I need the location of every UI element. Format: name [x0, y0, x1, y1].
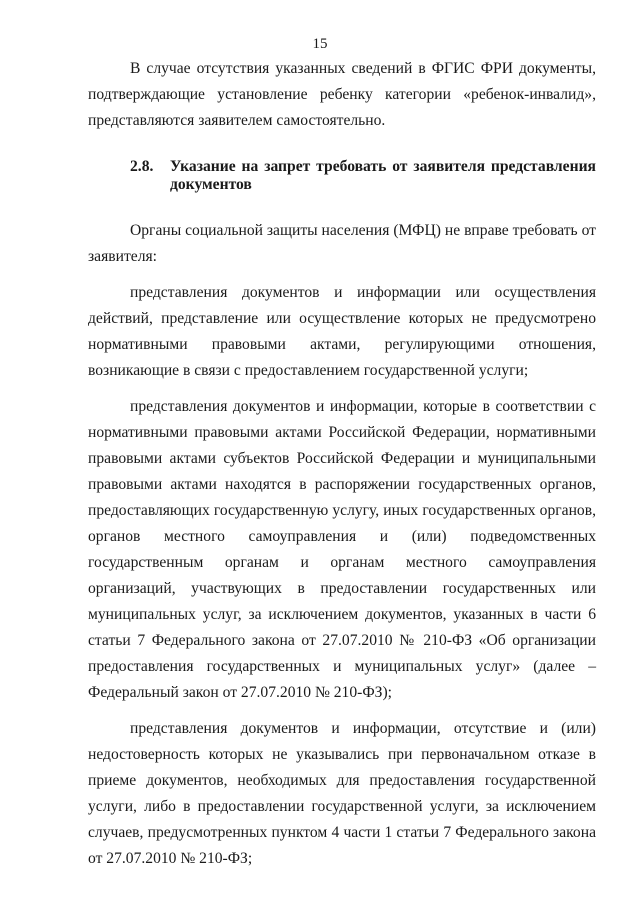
paragraph-item-3: представления документов и информации, отсутствие и (или) недостоверность которых не указывались при первоначальном отказе в приеме документов, необходимых для предоставления государственной услуги, либо в предоставлении государственной услуги, за исключением случаев, предусмотренных пунктом 4 части 1 статьи 7 Федерального закона от 27.07.2010 № 210-ФЗ; [88, 720, 596, 867]
page-number: 15 [312, 36, 328, 52]
paragraph-item-1: представления документов и информации или осуществления действий, представление или осуществление которых не предусмотрено нормативными правовыми актами, регулирующими отношения, возникающие в связи с предоставлением государственной услуги; [88, 284, 596, 379]
section-number: 2.8. [130, 158, 154, 175]
paragraph-absent-info: В случае отсутствия указанных сведений в ФГИС ФРИ документы, подтверждающие установление ребенку категории «ребенок-инвалид», представляются заявителем самостоятельно. [88, 60, 596, 129]
paragraph-item-2: представления документов и информации, которые в соответствии с нормативными правовыми актами Российской Федерации, нормативными правовыми актами субъектов Российской Федерации и муниципальными правовыми актами находятся в распоряжении государственных органов, предоставляющих государственную услугу, иных государственных органов, органов местного самоуправления и (или) подведомственных государственным органам и органам местного самоуправления организаций, участвующих в предоставлении государственных или муниципальных услуг, за исключением документов, указанных в части 6 статьи 7 Федерального закона от 27.07.2010 № 210-ФЗ «Об организации предоставления государственных и муниципальных услуг» (далее – Федеральный закон от 27.07.2010 № 210-ФЗ); [88, 398, 596, 701]
document-body [88, 56, 596, 872]
section-title: Указание на запрет требовать от заявителя представления документов [170, 158, 596, 193]
section-heading [88, 158, 596, 194]
paragraph-intro: Органы социальной защиты населения (МФЦ) не вправе требовать от заявителя: [88, 222, 596, 265]
